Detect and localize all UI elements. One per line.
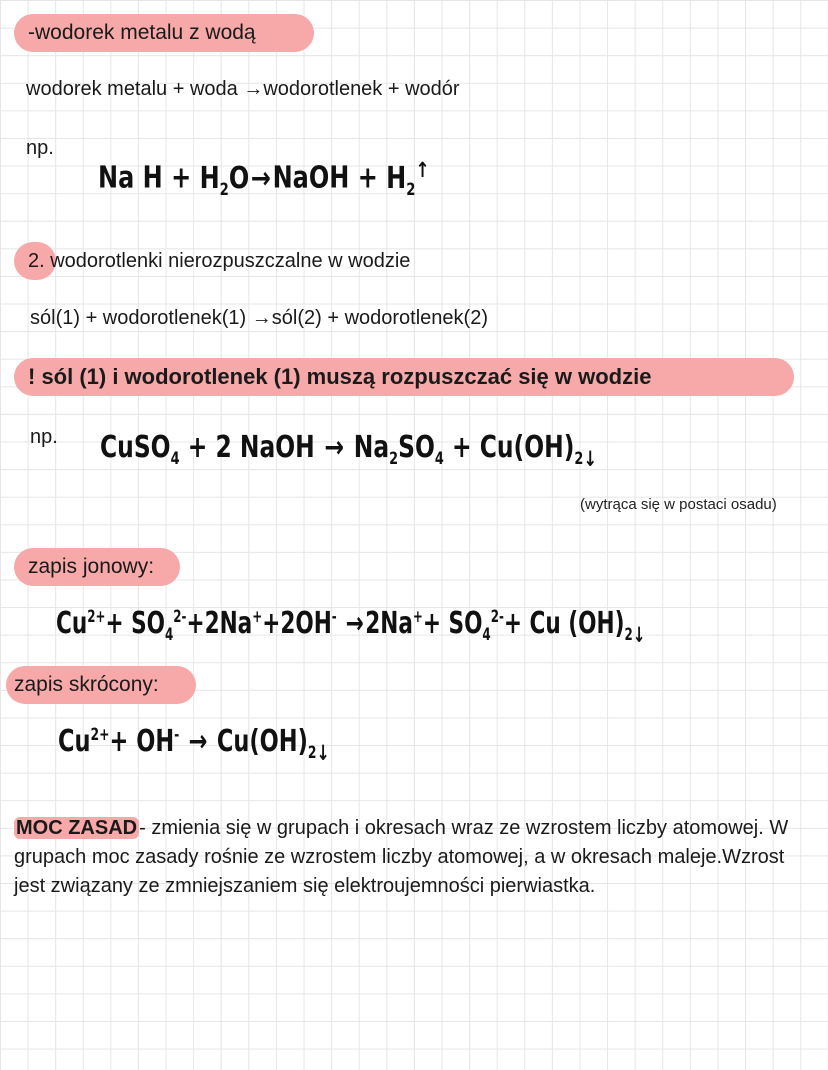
ionic-plus-1: + — [105, 606, 124, 641]
eq1-plus-1: + — [171, 160, 192, 196]
ionic-precipitate-icon: ↓ — [632, 623, 646, 648]
ionic-so4: $SO_4^{2-}$ — [131, 606, 187, 644]
eq1-reactant-2: $H_2O$ — [199, 160, 250, 199]
eq2-plus-2: + — [451, 430, 472, 465]
eq1-arrow: → — [250, 160, 271, 196]
heading-metal-hydride: -wodorek metalu z wodą — [14, 14, 314, 52]
eq1-product-1: NaOH — [272, 160, 350, 196]
ionic-na: 2Na+ — [204, 606, 263, 641]
equation-metal-hydride — [98, 158, 430, 199]
eq1-reactant-1: Na H — [98, 160, 163, 196]
equation-short — [58, 724, 330, 765]
equation-ionic — [56, 606, 645, 647]
heading-insoluble-text: 2. wodorotlenki nierozpuszczalne w wodzie — [28, 250, 411, 272]
eq2-plus-1: + — [187, 430, 208, 465]
moc-zasad-paragraph — [14, 814, 814, 901]
ionic-plus-5: + — [503, 606, 523, 641]
moc-zasad-text: - zmienia się w grupach i okresach wraz ze wzrostem liczby atomowej. W grupach moc zasady rośnie ze wzrostem liczby atomowej, a w okresach maleje.Wzrost jest związany ze zmniejszaniem się elektroujemności pierwiastka. — [14, 817, 789, 897]
short-oh: OH- — [136, 724, 180, 759]
gas-arrow-icon: ↑ — [415, 158, 430, 182]
heading-ionic: zapis jonowy: — [14, 548, 180, 586]
eq2-arrow: → — [324, 430, 345, 465]
moc-zasad-label: MOC ZASAD — [16, 817, 138, 839]
eq2-reactant-1: CuSO$_4$ — [100, 430, 180, 468]
eq1-product-2: $H_2↑$ — [386, 158, 430, 199]
warning-banner: ! sól (1) i wodorotlenek (1) muszą rozpuszczać się w wodzie — [14, 358, 794, 396]
rule-metal-hydride: wodorek metalu + woda →wodorotlenek + wodór — [26, 78, 460, 100]
precipitate-note: (wytrąca się w postaci osadu) — [580, 496, 777, 513]
eq2-product-2: $Cu(OH)_2↓$ — [479, 430, 598, 472]
ionic-plus-2: + — [186, 606, 205, 641]
eq2-product-1: $Na_2SO_4$ — [353, 430, 444, 468]
ionic-oh: 2OH- — [280, 606, 337, 641]
heading-short: zapis skrócony: — [6, 666, 196, 704]
ionic-plus-3: + — [262, 606, 281, 641]
np-label-2: np. — [30, 426, 58, 448]
eq1-plus-2: + — [357, 160, 378, 196]
rule-insoluble: sól(1) + wodorotlenek(1) →sól(2) + wodorotlenek(2) — [30, 307, 488, 329]
ionic-cuoh2: Cu $(OH)_2↓$ — [529, 606, 646, 648]
ionic-arrow: → — [345, 606, 364, 641]
short-product: $Cu(OH)_2↓$ — [216, 724, 330, 766]
ionic-na-product: 2Na+ — [365, 606, 423, 641]
ionic-cu: $Cu^{2+}$ — [56, 606, 106, 641]
short-plus: + — [109, 724, 129, 759]
precipitate-arrow-icon: ↓ — [583, 447, 598, 472]
short-precipitate-icon: ↓ — [316, 741, 330, 766]
short-cu: $Cu^{2+}$ — [58, 724, 110, 759]
ionic-plus-4: + — [422, 606, 441, 641]
short-arrow: → — [188, 724, 208, 759]
ionic-so4-product: $SO_4^{2-}$ — [448, 606, 504, 644]
eq2-reactant-2: 2 NaOH — [215, 430, 315, 465]
equation-insoluble — [100, 430, 597, 471]
np-label-1: np. — [26, 137, 54, 159]
